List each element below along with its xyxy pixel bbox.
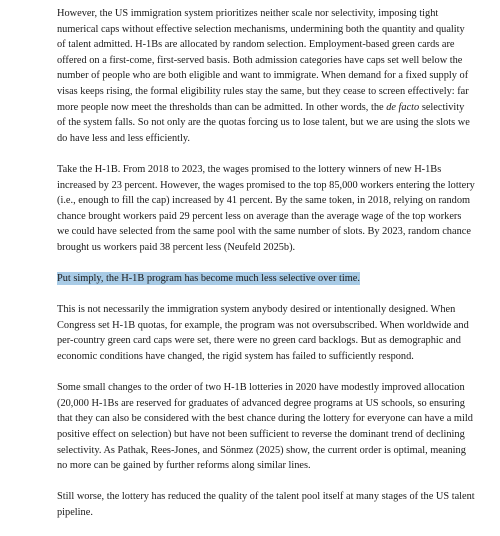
paragraph-lottery-changes: Some small changes to the order of two H-1B lotteries in 2020 have modestly improved allocation (20,000 H-1Bs are reserved for graduates of advanced degree programs at US schools, so ensuring that they can also be considered with the best chance during the lottery for everyone can have a mild positive effect on selection) but have not been sufficient to reverse the dominant trend of declining selectivity. As Pathak, Rees-Jones, and Sönmez (2025) show, the current order is optimal, meaning no more can be gained by further reforms along similar lines. <box>57 382 473 472</box>
document-page <box>57 6 475 536</box>
paragraph-highlighted-summary <box>57 271 475 287</box>
paragraph-immigration-system <box>57 6 475 146</box>
emphasis-de-facto: de facto <box>386 101 420 113</box>
text-highlight: Put simply, the H-1B program has become much less selective over time. <box>57 273 360 285</box>
paragraph-text: selectivity of the system falls. So not only are the quotas forcing us to lose talent, but we are using the slots we do have less and less efficiently. <box>57 101 470 144</box>
paragraph-system-design: This is not necessarily the immigration system anybody desired or intentionally designed. When Congress set H-1B quotas, for example, the program was not oversubscribed. When worldwide and per-country green card caps were set, there were no green card backlogs. But as demographic and economic conditions have changed, the rigid system has failed to sufficiently respond. <box>57 304 469 363</box>
paragraph-text: However, the US immigration system prioritizes neither scale nor selectivity, imposing tight numerical caps without effective selection mechanisms, undermining both the quantity and quality of talent admitted. H-1Bs are allocated by random selection. Employment-based green cards are offered on a first-come, first-served basis. Both admission categories have caps set well below the number of people who are both eligible and want to immigrate. When demand for a fixed supply of visas keeps rising, the formal eligibility rules stay the same, but they cease to screen effectively: far more people now meet the thresholds than can be admitted. In other words, the <box>57 8 469 113</box>
paragraph-h1b-wages: Take the H-1B. From 2018 to 2023, the wages promised to the lottery winners of new H-1Bs increased by 23 percent. However, the wages promised to the top 85,000 workers entering the lottery (i.e., enough to fill the cap) increased by 41 percent. By the same token, in 2018, relying on random chance brought workers paid 29 percent less on average than the average wage of the top workers we could have selected from the same pool with the same number of slots. By 2023, random chance brought us workers paid 38 percent less (Neufeld 2025b). <box>57 163 475 253</box>
paragraph-talent-pool: Still worse, the lottery has reduced the quality of the talent pool itself at many stages of the US talent pipeline. <box>57 491 475 518</box>
